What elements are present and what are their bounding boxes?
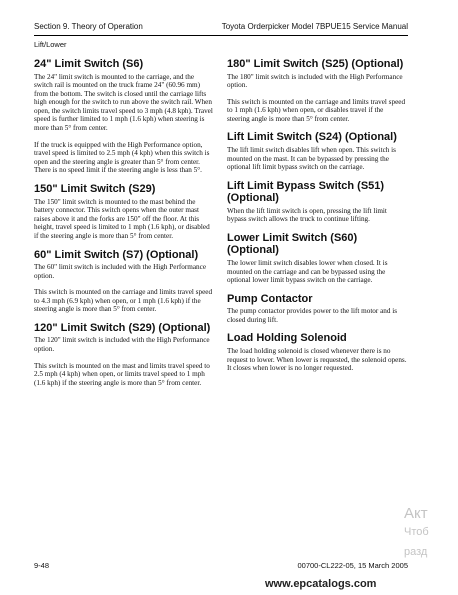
watermark-line-1: Акт <box>404 505 428 522</box>
heading-lift-limit-switch: Lift Limit Switch (S24) (Optional) <box>227 131 397 144</box>
paragraph: The 24" limit switch is mounted to the carriage, and the switch rail is mounted on the truck frame 24" (60.96 mm) from the bottom. The switch is closed until the carriage lifts high enough for the switch to run above the switch rail. When open, the switch limits travel speed to 3 mph (4.8 kph). Travel speed is further limited to 1 mph (1.6 kph) when steering is more than 5° from center. <box>34 72 213 133</box>
document-id: 00700-CL222-05, 15 March 2005 <box>297 561 408 570</box>
paragraph: The load holding solenoid is closed whenever there is no request to lower. When lower is requested, the solenoid opens. It closes when lower is no longer requested. <box>227 346 407 373</box>
heading-180-limit-switch: 180" Limit Switch (S25) (Optional) <box>227 58 404 70</box>
paragraph: When the lift limit switch is open, pressing the lift limit bypass switch allows the truck to continue lifting. <box>227 206 387 224</box>
paragraph: The pump contactor provides power to the lift motor and is closed during lift. <box>227 307 398 324</box>
paragraph: This switch is mounted on the carriage and limits travel speed to 1 mph (1.6 kph) when open, or disables travel if the steering angle is more than 5° from center. <box>227 97 406 123</box>
heading-pump-contactor: Pump Contactor <box>227 292 313 305</box>
paragraph: This switch is mounted on the mast and limits travel speed to 2.5 mph (4 kph) when open, or limits travel speed to 1 mph (1.6 kph) if the steering angle is more than 5° from center. <box>34 361 210 387</box>
heading-load-holding-solenoid: Load Holding Solenoid <box>227 332 347 345</box>
page-number: 9-48 <box>34 561 50 570</box>
paragraph: The 150" limit switch is mounted to the mast behind the battery connector. This switch opens when the outer mast raises above it and the forks are 150" off the floor. At this height, travel speed is limited to 1 mph (1.6 kph), or disabled if the steering angle is more than 5° from center. <box>34 197 210 240</box>
left-column <box>34 58 214 395</box>
paragraph: The 60" limit switch is included with the High Performance option. <box>34 263 207 280</box>
right-column <box>227 58 407 381</box>
paragraph: The lower limit switch disables lower when closed. It is mounted on the carriage and can be bypassed using the optional lower limit bypass switch on the carriage. <box>227 258 388 285</box>
paragraph: The 120" limit switch is included with the High Performance option. <box>34 336 210 354</box>
heading-60-limit-switch: 60" Limit Switch (S7) (Optional) <box>34 248 199 261</box>
header-section-title: Section 9. Theory of Operation <box>34 22 143 31</box>
paragraph: The 180" limit switch is included with the High Performance option. <box>227 72 403 90</box>
heading-lift-limit-bypass-switch: Lift Limit Bypass Switch (S51) (Optional) <box>227 179 385 205</box>
heading-150-limit-switch: 150" Limit Switch (S29) <box>34 183 156 196</box>
watermark-line-2: Чтоб <box>404 526 429 538</box>
subsection-label: Lift/Lower <box>34 40 67 49</box>
heading-24-limit-switch: 24" Limit Switch (S6) <box>34 58 144 70</box>
heading-lower-limit-switch: Lower Limit Switch (S60) (Optional) <box>227 231 358 257</box>
paragraph: The lift limit switch disables lift when open. This switch is mounted on the mast. It can be bypassed by pressing the optional lift limit bypass switch on the carriage. <box>227 145 396 172</box>
site-url: www.epcatalogs.com <box>265 578 377 590</box>
paragraph: If the truck is equipped with the High Performance option, travel speed is limited to 2.5 mph (4 kph) when this switch is open and the steering angle is greater than 5° from center. There is no speed limit if the steering angle is less than 5°. <box>34 140 210 175</box>
heading-120-limit-switch: 120" Limit Switch (S29) (Optional) <box>34 321 211 334</box>
header-manual-title: Toyota Orderpicker Model 7BPUE15 Service Manual <box>221 22 408 31</box>
watermark-line-3: разд <box>404 546 428 558</box>
paragraph: This switch is mounted on the carriage and limits travel speed to 4.3 mph (6.9 kph) when open, or 1 mph (1.6 kph) if the steering angle is more than 5° from center. <box>34 288 213 314</box>
header-rule <box>34 35 408 36</box>
